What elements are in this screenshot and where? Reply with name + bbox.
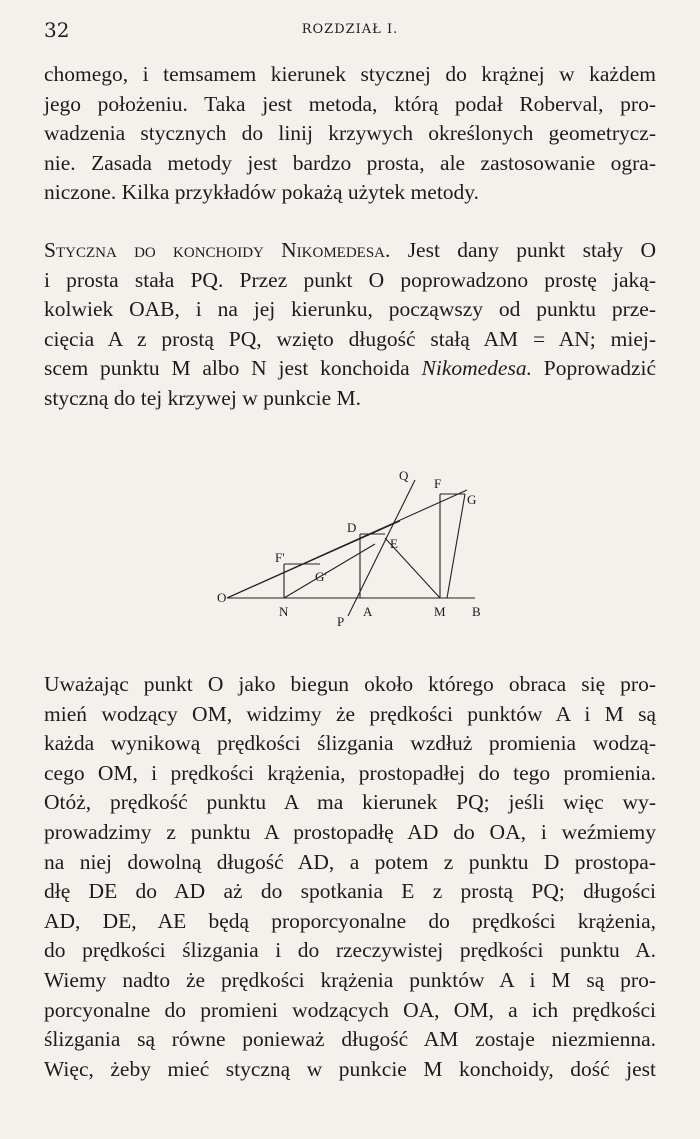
text-line: chomego, i temsamem kierunek stycznej do krążnej w każdem [44,62,656,86]
conchoid-figure [215,466,505,631]
text-line: i prosta stała PQ. Przez punkt O poprowadzono prostę jaką- [44,267,656,292]
label-q: Q [399,468,409,483]
text-line: Otóż, prędkość punktu A ma kierunek PQ; jeśli więc wy- [44,790,656,815]
line-gb [447,494,465,598]
text-line [44,236,656,266]
label-b: B [472,604,481,619]
text-line: Wiemy nadto że prędkości krążenia punktów A i M są pro- [44,967,656,992]
text-segment: scem punktu M albo N jest konchoida [44,356,410,381]
text-line: porcyonalne do promieni wodzących OA, OM, a ich prędkości [44,997,656,1022]
text-line: niczone. Kilka przykładów pokażą użytek metody. [44,180,480,205]
line-od [227,521,400,598]
line-pq [348,480,415,616]
text-line: kolwiek OAB, i na jej kierunku, począwszy od punktu prze- [44,297,656,322]
text-line: każda wynikową prędkości ślizgania wzdłuż promienia wodzą- [44,731,656,756]
text-line: na niej dowolną długość AD, a potem z punktu D prostopa- [44,849,656,874]
label-o: O [217,590,227,605]
text-line: ślizgania są równe ponieważ długość AM zostaje niezmienna. [44,1027,656,1052]
text-line: AD, DE, AE będą proporcyonalne do prędkości krążenia, [44,908,656,933]
text-line: cego OM, i prędkości krążenia, prostopadłej do tego promienia. [44,760,656,785]
heading-continuation: Jest dany punkt stały O [407,238,657,262]
text-line: nie. Zasada metody jest bardzo prosta, ale zastosowanie ogra- [44,150,656,175]
section-heading: Styczna do konchoidy Nikomedesa. [44,238,391,262]
label-g-prime: G' [315,569,327,584]
paragraph-roberval-method [44,60,656,208]
text-segment: Poprowadzić [543,356,657,381]
text-line: prowadzimy z punktu A prostopadłę AD do OA, i weźmiemy [44,819,656,844]
page-number: 32 [44,18,70,42]
italic-name: Nikomedesa. [421,356,532,381]
label-p: P [337,614,345,629]
text-line: styczną do tej krzywej w punkcie M. [44,385,362,410]
text-line: Uważając punkt O jako biegun około którego obraca się pro- [44,672,656,696]
text-line: Więc, żeby mieć styczną w punkcie M konchoidy, dość jest [44,1056,656,1081]
text-line: mień wodzący OM, widzimy że prędkości punktów A i M są [44,701,656,726]
label-g: G [467,492,477,507]
running-title: ROZDZIAŁ I. [301,22,399,37]
text-line: cięcia A z prostą PQ, wzięto długość stałą AM = AN; miej- [44,326,656,351]
text-line: wadzenia stycznych do linij krzywych określonych geometrycz- [44,121,656,146]
conchoid-diagram [215,466,505,631]
label-f: F [434,476,442,491]
label-n: N [279,604,289,619]
page-header [44,18,656,46]
label-d: D [347,520,357,535]
paragraph-conchoid-tangent [44,236,656,414]
label-m: M [434,604,446,619]
text-line: do prędkości ślizgania i do rzeczywistej prędkości punktu A. [44,938,656,963]
paragraph-velocity-analysis [44,670,656,1084]
label-e: E [390,536,398,551]
text-line [44,354,656,384]
text-line: dłę DE do AD aż do spotkania E z prostą PQ; długości [44,879,656,904]
label-f-prime: F' [275,550,285,565]
text-line: jego położeniu. Taka jest metoda, którą podał Roberval, pro- [44,91,656,116]
label-a: A [363,604,373,619]
